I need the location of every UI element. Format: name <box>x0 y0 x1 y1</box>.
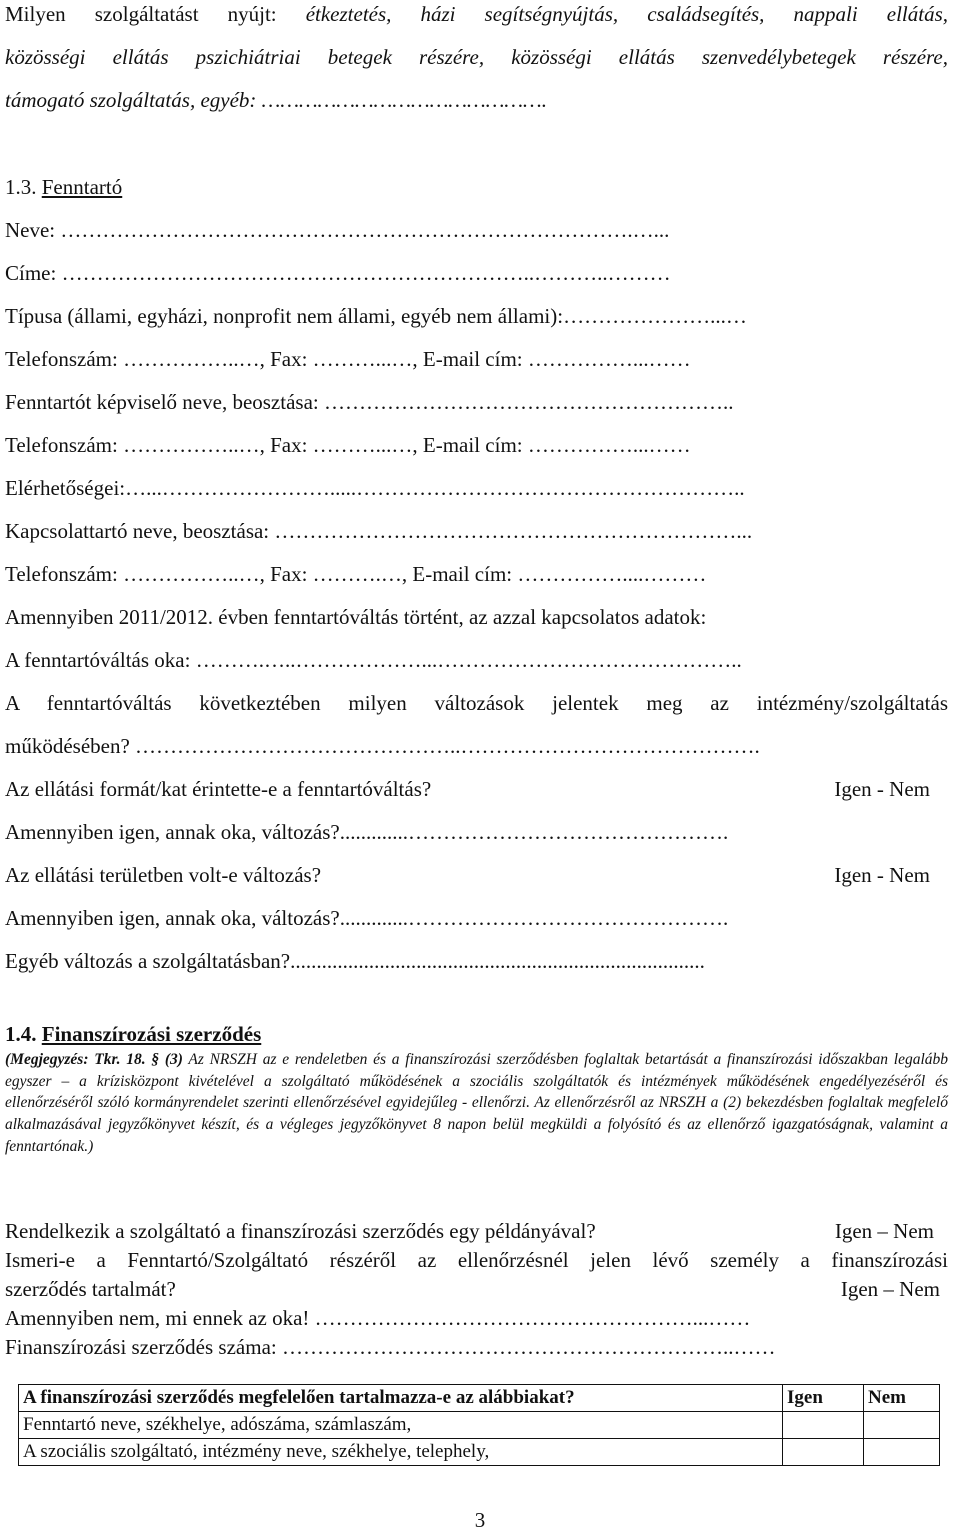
table-header-yes: Igen <box>783 1385 864 1412</box>
intro-line-2: közösségi ellátás pszichiátriai betegek részére, közösségi ellátás szenvedélybetegek részére, <box>5 45 948 69</box>
question-form-change: Az ellátási formát/kat érintette-e a fenntartóváltás? Igen - Nem <box>5 777 930 801</box>
table-cell-yes <box>783 1412 864 1439</box>
operation-line: működésében? ………………………………………..……………………………………. <box>5 734 760 758</box>
question-contract-knowledge-1: Ismeri-e a Fenntartó/Szolgáltató részéről az ellenőrzésnél jelen lévő személy a finanszírozási <box>5 1248 948 1272</box>
contact-person-line: Kapcsolattartó neve, beosztása: …………………………………………………………... <box>5 519 753 543</box>
section-heading-fenntarto: 1.3. Fenntartó <box>5 175 123 199</box>
yes-no-answer: Igen - Nem <box>834 863 930 887</box>
table-header-row <box>19 1385 940 1412</box>
fenntarto-contact-line: Telefonszám: ……………..…, Fax: ………...…, E-mail cím: ……………...…… <box>5 347 691 371</box>
intro-label: Milyen szolgáltatást nyújt: <box>5 2 306 26</box>
yes-no-answer: Igen – Nem <box>840 1277 940 1301</box>
question-area-change: Az ellátási területben volt-e változás? Igen - Nem <box>5 863 930 887</box>
intro-services-italic: étkeztetés, házi segítségnyújtás, családsegítés, nappali ellátás, <box>305 2 948 26</box>
table-row: Fenntartó neve, székhelye, adószáma, számlaszám, <box>19 1412 940 1439</box>
fenntarto-type-line: Típusa (állami, egyházi, nonprofit nem állami, egyéb nem állami):…………………...… <box>5 304 747 328</box>
intro-line-3: támogató szolgáltatás, egyéb: ………………………………………. <box>5 88 547 112</box>
representative-contact-line: Telefonszám: ……………..…, Fax: ………...…, E-mail cím: ……………...…… <box>5 433 691 457</box>
yes-no-answer: Igen – Nem <box>834 1219 934 1243</box>
change-effects-line: A fenntartóváltás következtében milyen változások jelentek meg az intézmény/szolgáltatás <box>5 691 948 715</box>
question-other-change: Egyéb változás a szolgáltatásban?............................................................................... <box>5 949 705 973</box>
table-header-question: A finanszírozási szerződés megfelelően tartalmazza-e az alábbiakat? <box>19 1385 783 1412</box>
representative-line: Fenntartót képviselő neve, beosztása: ………………………………………………….. <box>5 390 734 414</box>
question-contract-knowledge-2: szerződés tartalmát? Igen – Nem <box>5 1277 940 1301</box>
change-reason-line: A fenntartóváltás oka: ……….…..………………...…………………………………….. <box>5 648 742 672</box>
change-intro-line: Amennyiben 2011/2012. évben fenntartóváltás történt, az azzal kapcsolatos adatok: <box>5 605 707 629</box>
contact-person-phone-line: Telefonszám: ……………..…, Fax: ……….…, E-mail cím: ……………....……… <box>5 562 707 586</box>
question-reason-1: Amennyiben igen, annak oka, változás?.............………………………………………. <box>5 820 729 844</box>
contract-content-table <box>18 1384 940 1466</box>
table-header-no: Nem <box>864 1385 940 1412</box>
question-reason-2: Amennyiben igen, annak oka, változás?.............………………………………………. <box>5 906 729 930</box>
fenntarto-name-line: Neve: ……………………………………………………………………….…... <box>5 218 670 242</box>
contract-number-line: Finanszírozási szerződés száma: ………………………………………………………..…… <box>5 1335 776 1359</box>
yes-no-answer: Igen - Nem <box>834 777 930 801</box>
table-cell-no <box>864 1439 940 1466</box>
legal-note: (Megjegyzés: Tkr. 18. § (3) Az NRSZH az e rendeletben és a finanszírozási szerződésben foglaltak betartását a finanszírozási időszakban legalább egyszer – a krízisközpont kivételével a szolgáltató működésének a szociális szolgáltatók és intézmények működésének engedélyezéséről és ellenőrzéséről szóló kormányrendelet szerinti ellenőrzésével egyidejűleg - ellenőrzi. Az ellenőrzésről az NRSZH a (2) bekezdésben foglaltak megfelelő alkalmazásával jegyzőkönyvet készít, és a végleges jegyzőkönyvet 8 napon belül megküldi a folyósító és az ellenőrző igazgatóságnak, valamint a fenntartónak.) <box>5 1051 949 1155</box>
table-cell-yes <box>783 1439 864 1466</box>
fenntarto-address-line: Címe: …………………………………………………………..………..……… <box>5 261 671 285</box>
intro-line-1 <box>5 0 948 28</box>
page-number: 3 <box>474 1508 486 1532</box>
table-row: A szociális szolgáltató, intézmény neve, székhelye, telephely, <box>19 1439 940 1466</box>
table-cell-no <box>864 1412 940 1439</box>
question-reason-3: Amennyiben nem, mi ennek az oka! ………………………………………………...…… <box>5 1306 751 1330</box>
availability-line: Elérhetőségei:…...…………………….....……………………………………………….. <box>5 476 745 500</box>
section-heading-finanszirozas: 1.4. Finanszírozási szerződés <box>5 1022 262 1046</box>
question-contract-copy: Rendelkezik a szolgáltató a finanszírozási szerződés egy példányával? Igen – Nem <box>5 1219 934 1243</box>
